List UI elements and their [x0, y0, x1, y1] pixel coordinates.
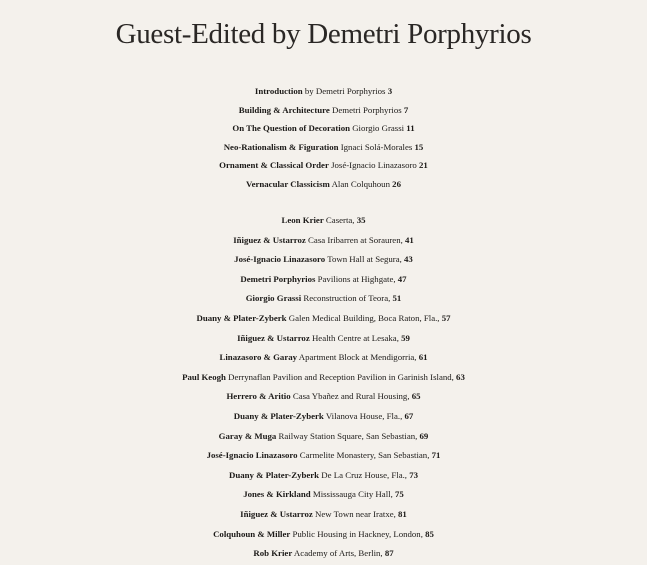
entry-description: Casa Ybañez and Rural Housing, [290, 391, 412, 402]
project-entry [0, 231, 647, 251]
page-number: 7 [403, 104, 409, 115]
entry-name: Duany & Plater-Zyberk [228, 469, 320, 480]
entry-name: Herrero & Aritio [226, 391, 291, 402]
entry-description: De La Cruz House, Fla., [319, 469, 410, 480]
entry-description: Carmelite Monastery, San Sebastian, [297, 450, 432, 461]
project-entry [0, 250, 647, 270]
project-entry [0, 525, 647, 545]
page-number: 51 [392, 293, 402, 304]
entry-name: Vernacular Classicism [246, 178, 330, 189]
page-number: 61 [418, 352, 428, 363]
entry-description: Casa Iribarren at Sorauren, [305, 234, 406, 245]
entry-name: Leon Krier [281, 215, 324, 225]
page-number: 75 [394, 489, 404, 500]
essay-entry [0, 119, 647, 138]
project-entry [0, 427, 647, 447]
entry-name: José-Ignacio Linazasoro [206, 450, 298, 461]
page-number: 11 [406, 123, 415, 133]
page-number: 35 [356, 215, 366, 225]
entry-name: Introduction [254, 86, 303, 96]
entry-description: Ignaci Solá-Morales [338, 141, 415, 152]
essay-entry [0, 138, 647, 157]
entry-name: Building & Architecture [238, 104, 330, 115]
entry-description: Pavilions at Highgate, [315, 273, 398, 284]
projects-list [0, 211, 647, 564]
entry-description: Railway Station Square, San Sebastian, [276, 430, 420, 441]
entry-name: Giorgio Grassi [245, 293, 302, 304]
entry-description: José-Ignacio Linazasoro [328, 160, 420, 170]
project-entry [0, 309, 647, 329]
page-number: 87 [384, 548, 394, 559]
entry-description: Mississauga City Hall, [310, 489, 395, 500]
entry-description: Academy of Arts, Berlin, [292, 548, 385, 559]
entry-name: Iñiguez & Ustarroz [237, 332, 310, 343]
project-entry [0, 270, 647, 290]
page-number: 21 [419, 160, 428, 170]
essay-entry [0, 156, 647, 175]
entry-description: Derrynaflan Pavilion and Reception Pavilion in Garinish Island, [225, 371, 457, 382]
entry-name: José-Ignacio Linazasoro [234, 254, 326, 265]
page-number: 41 [405, 234, 414, 245]
page-number: 73 [409, 469, 419, 480]
entry-name: Rob Krier [253, 548, 293, 559]
entry-description: Alan Colquhoun [329, 178, 393, 189]
entry-description: Town Hall at Segura, [325, 254, 405, 265]
entry-name: Demetri Porphyrios [240, 273, 316, 284]
entry-name: Ornament & Classical Order [219, 160, 329, 170]
entry-description: Apartment Block at Mendigorria, [297, 352, 419, 363]
entry-name: Jones & Kirkland [243, 489, 311, 500]
entry-description: Giorgio Grassi [350, 123, 407, 133]
project-entry [0, 329, 647, 349]
entry-name: Linazasoro & Garay [219, 352, 298, 363]
project-entry [0, 211, 647, 231]
page-number: 81 [398, 508, 407, 519]
entry-description: New Town near Iratxe, [312, 508, 399, 519]
project-entry [0, 446, 647, 466]
entry-name: Iñiguez & Ustarroz [240, 508, 313, 519]
entry-description: by Demetri Porphyrios [302, 86, 388, 96]
page-number: 71 [431, 450, 441, 461]
entry-name: On The Question of Decoration [232, 123, 350, 133]
project-entry [0, 485, 647, 505]
entry-name: Iñiguez & Ustarroz [233, 234, 306, 245]
entry-description: Vilanova House, Fla., [323, 410, 405, 421]
project-entry [0, 289, 647, 309]
essay-entry [0, 82, 647, 101]
essays-list [0, 82, 647, 193]
project-entry [0, 544, 647, 564]
page-number: 3 [387, 86, 393, 96]
page-title: Guest-Edited by Demetri Porphyrios [115, 18, 532, 50]
project-entry [0, 505, 647, 525]
project-entry [0, 387, 647, 407]
entry-description: Health Centre at Lesaka, [309, 332, 402, 343]
entry-description: Reconstruction of Teora, [301, 293, 393, 304]
page-number: 59 [401, 332, 410, 343]
page-number: 65 [411, 391, 421, 402]
entry-name: Duany & Plater-Zyberk [196, 312, 287, 323]
entry-description: Galen Medical Building, Boca Raton, Fla., [286, 312, 442, 323]
page-number: 67 [404, 410, 414, 421]
essay-entry [0, 101, 647, 120]
project-entry [0, 466, 647, 486]
entry-description: Caserta, [323, 215, 357, 225]
entry-name: Paul Keogh [182, 371, 226, 382]
entry-name: Neo-Rationalism & Figuration [223, 141, 339, 152]
page-number: 85 [425, 528, 434, 539]
project-entry [0, 368, 647, 388]
page-number: 57 [441, 312, 451, 323]
page-number: 69 [419, 430, 429, 441]
page-number: 26 [392, 178, 401, 189]
entry-name: Colquhoun & Miller [213, 528, 291, 539]
essay-entry [0, 175, 647, 194]
project-entry [0, 407, 647, 427]
page-number: 63 [456, 371, 465, 382]
entry-description: Demetri Porphyrios [329, 104, 404, 115]
page-number: 43 [404, 254, 413, 265]
entry-name: Garay & Muga [218, 430, 277, 441]
entry-description: Public Housing in Hackney, London, [290, 528, 426, 539]
page-number: 47 [397, 273, 407, 284]
page-number: 15 [414, 141, 424, 152]
project-entry [0, 348, 647, 368]
entry-name: Duany & Plater-Zyberk [233, 410, 324, 421]
